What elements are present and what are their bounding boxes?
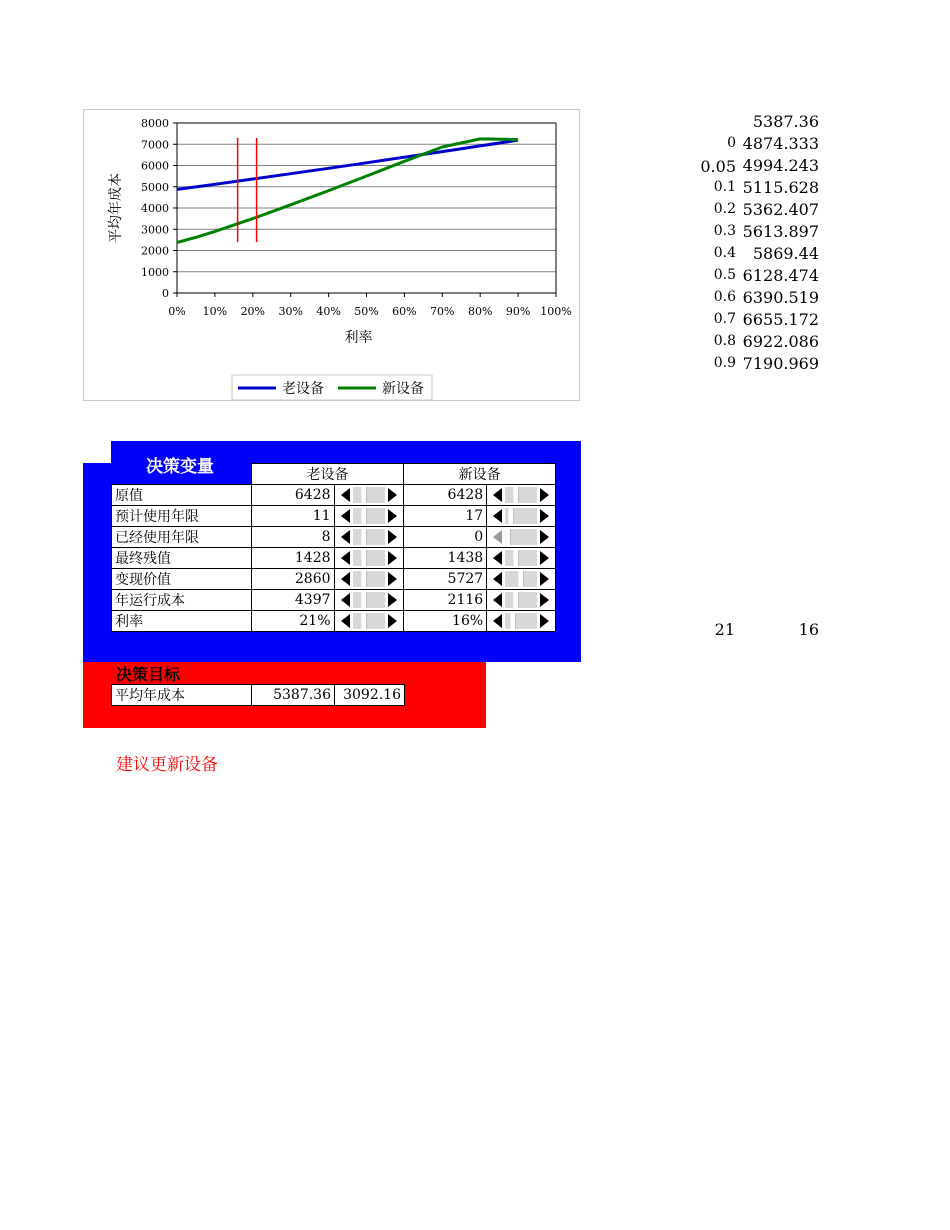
legend-label: 新设备 bbox=[382, 381, 424, 397]
scroll-left-arrow-icon[interactable] bbox=[341, 551, 350, 565]
scroll-right-arrow-icon[interactable] bbox=[388, 530, 397, 544]
side-rate: 0.5 bbox=[713, 267, 736, 283]
x-tick-label: 20% bbox=[240, 305, 266, 318]
scroll-left-arrow-icon[interactable] bbox=[341, 530, 350, 544]
scroll-track[interactable] bbox=[505, 592, 537, 608]
scroll-track[interactable] bbox=[505, 508, 537, 524]
new-value: 17 bbox=[404, 506, 487, 527]
scroll-track[interactable] bbox=[353, 529, 386, 545]
header-blank bbox=[112, 464, 252, 485]
scroll-left-arrow-icon[interactable] bbox=[341, 572, 350, 586]
y-tick-label: 8000 bbox=[141, 117, 169, 130]
scroll-right-arrow-icon[interactable] bbox=[540, 488, 549, 502]
side-rate: 0.8 bbox=[713, 333, 736, 349]
side-rate: 0 bbox=[727, 135, 736, 151]
decision-header-row bbox=[112, 464, 556, 485]
scroll-left-arrow-icon[interactable] bbox=[493, 572, 502, 586]
variable-label: 预计使用年限 bbox=[112, 506, 252, 527]
scroll-thumb[interactable] bbox=[361, 592, 367, 608]
side-value: 6655.172 bbox=[742, 310, 819, 329]
legend-label: 老设备 bbox=[282, 381, 324, 397]
scroll-left-arrow-icon[interactable] bbox=[493, 593, 502, 607]
scrollbar[interactable] bbox=[487, 485, 555, 505]
scroll-right-arrow-icon[interactable] bbox=[388, 488, 397, 502]
old-value: 8 bbox=[251, 527, 334, 548]
scroll-left-arrow-icon[interactable] bbox=[341, 614, 350, 628]
old-scrollbar[interactable] bbox=[334, 506, 404, 527]
chart-area bbox=[83, 109, 580, 401]
variable-label: 已经使用年限 bbox=[112, 527, 252, 548]
variable-label: 年运行成本 bbox=[112, 590, 252, 611]
average-cost-chart bbox=[84, 110, 579, 400]
new-scrollbar[interactable] bbox=[487, 548, 556, 569]
scroll-right-arrow-icon[interactable] bbox=[540, 572, 549, 586]
scroll-track[interactable] bbox=[353, 592, 386, 608]
y-tick-label: 5000 bbox=[141, 180, 169, 194]
scroll-track[interactable] bbox=[505, 571, 537, 587]
scrollbar[interactable] bbox=[487, 590, 555, 610]
decision-row bbox=[112, 485, 556, 506]
scroll-track[interactable] bbox=[505, 487, 537, 503]
scroll-thumb[interactable] bbox=[361, 550, 367, 566]
side-rate: 0.05 bbox=[700, 157, 736, 176]
old-scrollbar[interactable] bbox=[334, 548, 404, 569]
scrollbar[interactable] bbox=[335, 548, 404, 568]
old-value: 4397 bbox=[251, 590, 334, 611]
scroll-left-arrow-icon[interactable] bbox=[493, 488, 502, 502]
y-tick-label: 4000 bbox=[141, 202, 169, 215]
variable-label: 变现价值 bbox=[112, 569, 252, 590]
scroll-right-arrow-icon[interactable] bbox=[388, 509, 397, 523]
variable-label: 原值 bbox=[112, 485, 252, 506]
scroll-track[interactable] bbox=[505, 529, 537, 545]
variable-label: 利率 bbox=[112, 611, 252, 632]
x-tick-label: 90% bbox=[505, 305, 531, 318]
scroll-left-arrow-icon[interactable] bbox=[341, 593, 350, 607]
scroll-right-arrow-icon[interactable] bbox=[388, 593, 397, 607]
y-tick-label: 3000 bbox=[141, 223, 169, 237]
target-old-value: 5387.36 bbox=[252, 685, 335, 706]
decision-title: 决策变量 bbox=[146, 457, 214, 477]
scroll-track[interactable] bbox=[353, 550, 386, 566]
col-old-header: 老设备 bbox=[251, 464, 404, 485]
side-rate: 0.6 bbox=[713, 289, 736, 305]
scrollbar[interactable] bbox=[335, 611, 404, 631]
decision-row bbox=[112, 569, 556, 590]
scroll-track[interactable] bbox=[353, 508, 386, 524]
scroll-right-arrow-icon[interactable] bbox=[540, 593, 549, 607]
side-value: 7190.969 bbox=[742, 354, 819, 373]
scroll-thumb[interactable] bbox=[518, 571, 524, 587]
x-tick-label: 30% bbox=[278, 305, 303, 318]
side-value: 6922.086 bbox=[742, 332, 819, 351]
scroll-thumb[interactable] bbox=[361, 487, 367, 503]
scroll-track[interactable] bbox=[505, 550, 537, 566]
scroll-thumb[interactable] bbox=[505, 529, 511, 545]
x-tick-label: 50% bbox=[354, 305, 379, 318]
y-tick-label: 0 bbox=[162, 287, 169, 300]
scrollbar[interactable] bbox=[335, 590, 404, 610]
new-scrollbar[interactable] bbox=[487, 569, 556, 590]
scroll-thumb[interactable] bbox=[510, 613, 516, 629]
scroll-thumb[interactable] bbox=[508, 508, 514, 524]
side-value: 6128.474 bbox=[742, 266, 819, 285]
x-tick-label: 100% bbox=[540, 305, 572, 318]
side-rate: 0.4 bbox=[713, 245, 736, 261]
scroll-track[interactable] bbox=[353, 613, 386, 629]
target-table bbox=[111, 684, 405, 706]
col-new-header: 新设备 bbox=[404, 464, 556, 485]
side-rate: 0.2 bbox=[713, 201, 736, 217]
new-value: 1438 bbox=[404, 548, 487, 569]
scrollbar[interactable] bbox=[335, 527, 404, 547]
new-scrollbar[interactable] bbox=[487, 506, 556, 527]
scroll-thumb[interactable] bbox=[361, 508, 367, 524]
x-tick-label: 0% bbox=[168, 305, 186, 318]
old-scrollbar[interactable] bbox=[334, 611, 404, 632]
decision-table bbox=[111, 463, 556, 632]
decision-row bbox=[112, 506, 556, 527]
scroll-left-arrow-icon[interactable] bbox=[341, 509, 350, 523]
decision-row bbox=[112, 527, 556, 548]
scroll-left-arrow-icon[interactable] bbox=[493, 530, 502, 544]
y-tick-label: 7000 bbox=[141, 138, 169, 152]
side-top-value: 5387.36 bbox=[752, 112, 819, 131]
scroll-thumb[interactable] bbox=[361, 613, 367, 629]
scroll-right-arrow-icon[interactable] bbox=[540, 530, 549, 544]
old-scrollbar[interactable] bbox=[334, 569, 404, 590]
scroll-track[interactable] bbox=[353, 487, 386, 503]
new-value: 6428 bbox=[404, 485, 487, 506]
x-tick-label: 70% bbox=[430, 305, 455, 318]
old-value: 11 bbox=[251, 506, 334, 527]
scroll-left-arrow-icon[interactable] bbox=[341, 488, 350, 502]
x-tick-label: 40% bbox=[316, 305, 341, 318]
new-scrollbar[interactable] bbox=[487, 611, 556, 632]
old-value: 1428 bbox=[251, 548, 334, 569]
scroll-left-arrow-icon[interactable] bbox=[493, 509, 502, 523]
side-rate: 0.9 bbox=[713, 355, 736, 371]
y-axis-title: 平均年成本 bbox=[108, 173, 124, 243]
scroll-right-arrow-icon[interactable] bbox=[540, 551, 549, 565]
new-scrollbar[interactable] bbox=[487, 590, 556, 611]
x-axis-title: 利率 bbox=[344, 330, 373, 346]
scroll-right-arrow-icon[interactable] bbox=[388, 572, 397, 586]
y-tick-label: 6000 bbox=[141, 159, 169, 173]
side-value: 6390.519 bbox=[742, 288, 819, 307]
new-value: 5727 bbox=[404, 569, 487, 590]
series-line-new-equipment bbox=[177, 139, 518, 243]
side-value: 4874.333 bbox=[742, 134, 819, 153]
x-tick-label: 10% bbox=[202, 305, 228, 318]
old-value: 6428 bbox=[251, 485, 334, 506]
decision-row bbox=[112, 590, 556, 611]
scroll-track[interactable] bbox=[353, 571, 386, 587]
scrollbar[interactable] bbox=[335, 569, 404, 589]
old-scrollbar[interactable] bbox=[334, 485, 404, 506]
scrollbar[interactable] bbox=[487, 506, 555, 526]
new-scrollbar[interactable] bbox=[487, 485, 556, 506]
scroll-left-arrow-icon[interactable] bbox=[493, 551, 502, 565]
scroll-right-arrow-icon[interactable] bbox=[388, 614, 397, 628]
scroll-track[interactable] bbox=[505, 613, 537, 629]
side-value: 5613.897 bbox=[742, 222, 819, 241]
scroll-thumb[interactable] bbox=[361, 529, 367, 545]
side-rate-old: 21 bbox=[714, 620, 735, 639]
scroll-thumb[interactable] bbox=[361, 571, 367, 587]
scroll-right-arrow-icon[interactable] bbox=[540, 614, 549, 628]
target-title: 决策目标 bbox=[116, 665, 181, 684]
scroll-thumb[interactable] bbox=[513, 550, 519, 566]
side-value: 5115.628 bbox=[742, 178, 819, 197]
side-rate: 0.1 bbox=[713, 179, 736, 195]
target-row bbox=[112, 685, 405, 706]
scrollbar[interactable] bbox=[487, 569, 555, 589]
new-value: 0 bbox=[404, 527, 487, 548]
scrollbar[interactable] bbox=[335, 485, 404, 505]
old-scrollbar[interactable] bbox=[334, 527, 404, 548]
old-scrollbar[interactable] bbox=[334, 590, 404, 611]
variable-label: 最终残值 bbox=[112, 548, 252, 569]
target-label: 平均年成本 bbox=[112, 685, 252, 706]
scrollbar[interactable] bbox=[487, 611, 555, 631]
new-value: 16% bbox=[404, 611, 487, 632]
side-rate-new: 16 bbox=[798, 620, 819, 639]
decision-row bbox=[112, 548, 556, 569]
scroll-thumb[interactable] bbox=[513, 592, 519, 608]
scroll-left-arrow-icon[interactable] bbox=[493, 614, 502, 628]
scroll-thumb[interactable] bbox=[513, 487, 519, 503]
old-value: 21% bbox=[251, 611, 334, 632]
scrollbar[interactable] bbox=[335, 506, 404, 526]
decision-row bbox=[112, 611, 556, 632]
x-tick-label: 80% bbox=[467, 305, 493, 318]
x-tick-label: 60% bbox=[392, 305, 417, 318]
scroll-right-arrow-icon[interactable] bbox=[388, 551, 397, 565]
suggestion-text: 建议更新设备 bbox=[116, 755, 218, 775]
side-value: 5869.44 bbox=[752, 244, 819, 263]
new-value: 2116 bbox=[404, 590, 487, 611]
scrollbar[interactable] bbox=[487, 548, 555, 568]
y-tick-label: 1000 bbox=[141, 265, 169, 279]
scroll-right-arrow-icon[interactable] bbox=[540, 509, 549, 523]
y-tick-label: 2000 bbox=[141, 244, 169, 258]
side-value: 5362.407 bbox=[742, 200, 819, 219]
side-rate: 0.7 bbox=[713, 311, 736, 327]
side-rate: 0.3 bbox=[713, 223, 736, 239]
side-value: 4994.243 bbox=[742, 156, 819, 175]
target-new-value: 3092.16 bbox=[335, 685, 405, 706]
old-value: 2860 bbox=[251, 569, 334, 590]
new-scrollbar[interactable] bbox=[487, 527, 556, 548]
scrollbar[interactable] bbox=[487, 527, 555, 547]
